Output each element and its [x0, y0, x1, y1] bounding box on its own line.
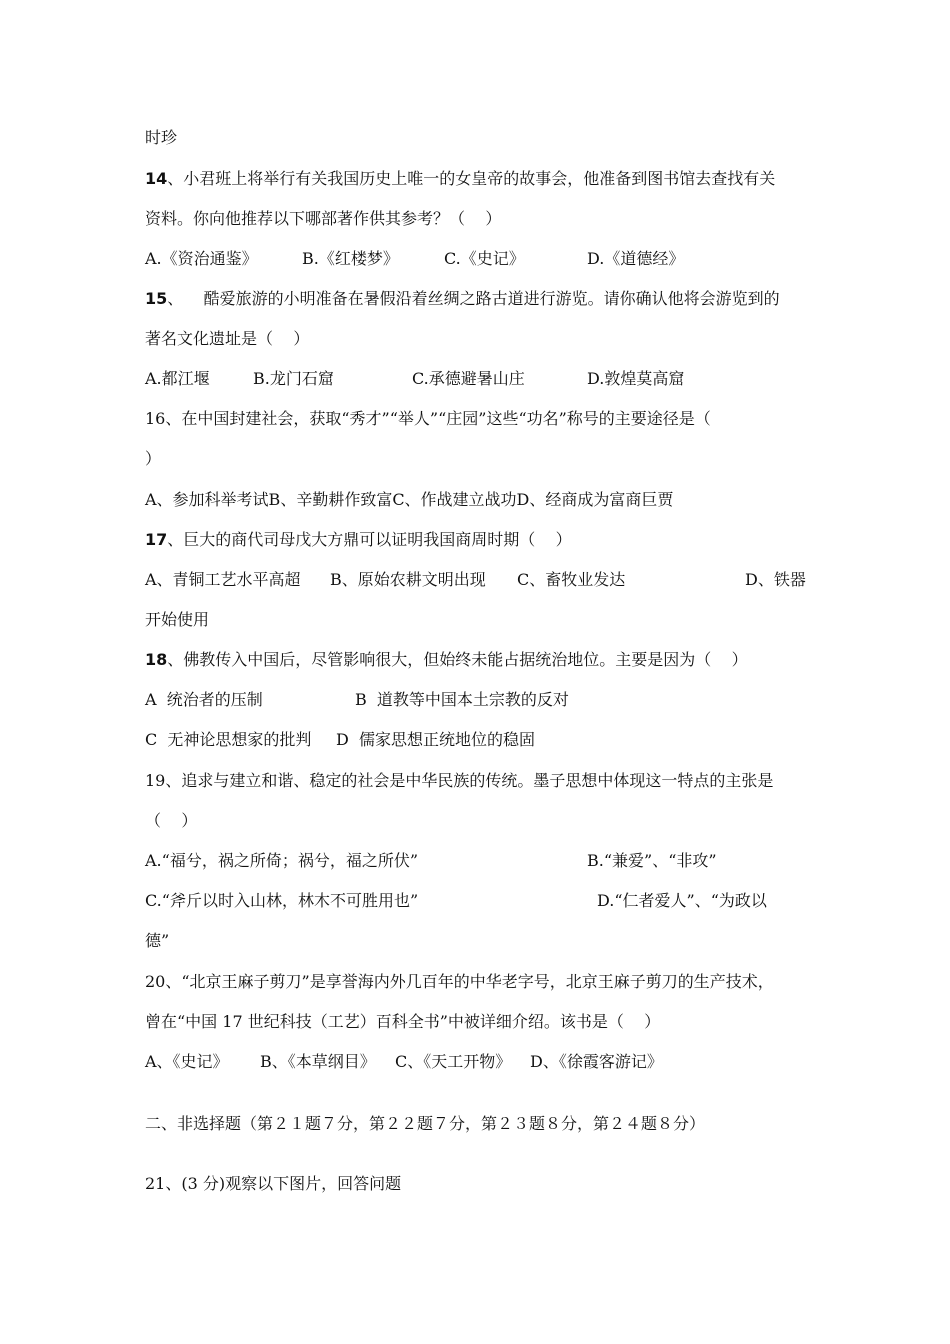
question-text: 、 酷爱旅游的小明准备在暑假沿着丝绸之路古道进行游览。请你确认他将会游览到的	[167, 289, 780, 308]
option-d: D.敦煌莫高窟	[587, 369, 685, 388]
question-text: 著名文化遗址是（ ）	[145, 329, 310, 348]
question-text: （ ）	[145, 811, 198, 830]
option-d: D.《道德经》	[587, 249, 685, 268]
question-number: 17	[145, 530, 168, 549]
question-text: 资料。你向他推荐以下哪部著作供其参考？（ ）	[145, 209, 502, 228]
question-number: 15	[145, 289, 168, 308]
question-17	[145, 530, 572, 550]
question-16: 16、在中国封建社会，获取“秀才”“举人”“庄园”这些“功名”称号的主要途径是（	[145, 409, 711, 428]
question-text: 、巨大的商代司母戊大方鼎可以证明我国商周时期（ ）	[167, 530, 572, 549]
section-heading: 二、非选择题（第２１题７分，第２２题７分，第２３题８分，第２４题８分）	[145, 1114, 706, 1133]
option-a: A、《史记》	[145, 1052, 229, 1071]
option-a: A 统治者的压制	[145, 690, 263, 709]
question-text: 德”	[145, 931, 170, 950]
question-text: 开始使用	[145, 610, 210, 629]
options-line: A、参加科举考试B、辛勤耕作致富C、作战建立战功D、经商成为富商巨贾	[145, 490, 674, 509]
option-c: C.承德避暑山庄	[412, 369, 525, 388]
option-b: B.“兼爱”、“非攻”	[587, 851, 717, 870]
question-text: 曾在“中国 17 世纪科技（工艺）百科全书”中被详细介绍。该书是（ ）	[145, 1012, 661, 1031]
question-text: ）	[145, 449, 162, 468]
option-a: A.《资治通鉴》	[145, 249, 258, 268]
option-a: A.都江堰	[145, 369, 210, 388]
option-d: D 儒家思想正统地位的稳固	[336, 730, 536, 749]
text-line: 时珍	[145, 128, 178, 147]
question-21: 21、(3 分)观察以下图片，回答问题	[145, 1174, 402, 1193]
question-number: 14	[145, 169, 168, 188]
question-19: 19、追求与建立和谐、稳定的社会是中华民族的传统。墨子思想中体现这一特点的主张是	[145, 771, 774, 790]
question-number: 18	[145, 650, 168, 669]
question-20: 20、“北京王麻子剪刀”是享誉海内外几百年的中华老字号，北京王麻子剪刀的生产技术，	[145, 972, 774, 991]
option-c: C 无神论思想家的批判	[145, 730, 312, 749]
option-c: C、《天工开物》	[395, 1052, 512, 1071]
option-b: B.《红楼梦》	[302, 249, 399, 268]
option-b: B.龙门石窟	[253, 369, 334, 388]
option-c: C.《史记》	[444, 249, 525, 268]
option-d: D、《徐霞客游记》	[530, 1052, 663, 1071]
question-18	[145, 650, 748, 670]
option-c: C、畜牧业发达	[517, 570, 626, 589]
option-c: C.“斧斤以时入山林，林木不可胜用也”	[145, 891, 419, 910]
question-15	[145, 289, 780, 309]
option-b: B、《本草纲目》	[260, 1052, 376, 1071]
option-b: B 道教等中国本土宗教的反对	[355, 690, 569, 709]
option-d: D.“仁者爱人”、“为政以	[597, 891, 767, 910]
question-14	[145, 169, 775, 189]
option-d: D、铁器	[745, 570, 806, 589]
option-a: A.“福兮，祸之所倚；祸兮，福之所伏”	[145, 851, 419, 870]
question-text: 、佛教传入中国后，尽管影响很大，但始终未能占据统治地位。主要是因为（ ）	[167, 650, 748, 669]
question-text: 、小君班上将举行有关我国历史上唯一的女皇帝的故事会，他准备到图书馆去查找有关	[167, 169, 776, 188]
option-a: A、青铜工艺水平高超	[145, 570, 301, 589]
option-b: B、原始农耕文明出现	[330, 570, 486, 589]
